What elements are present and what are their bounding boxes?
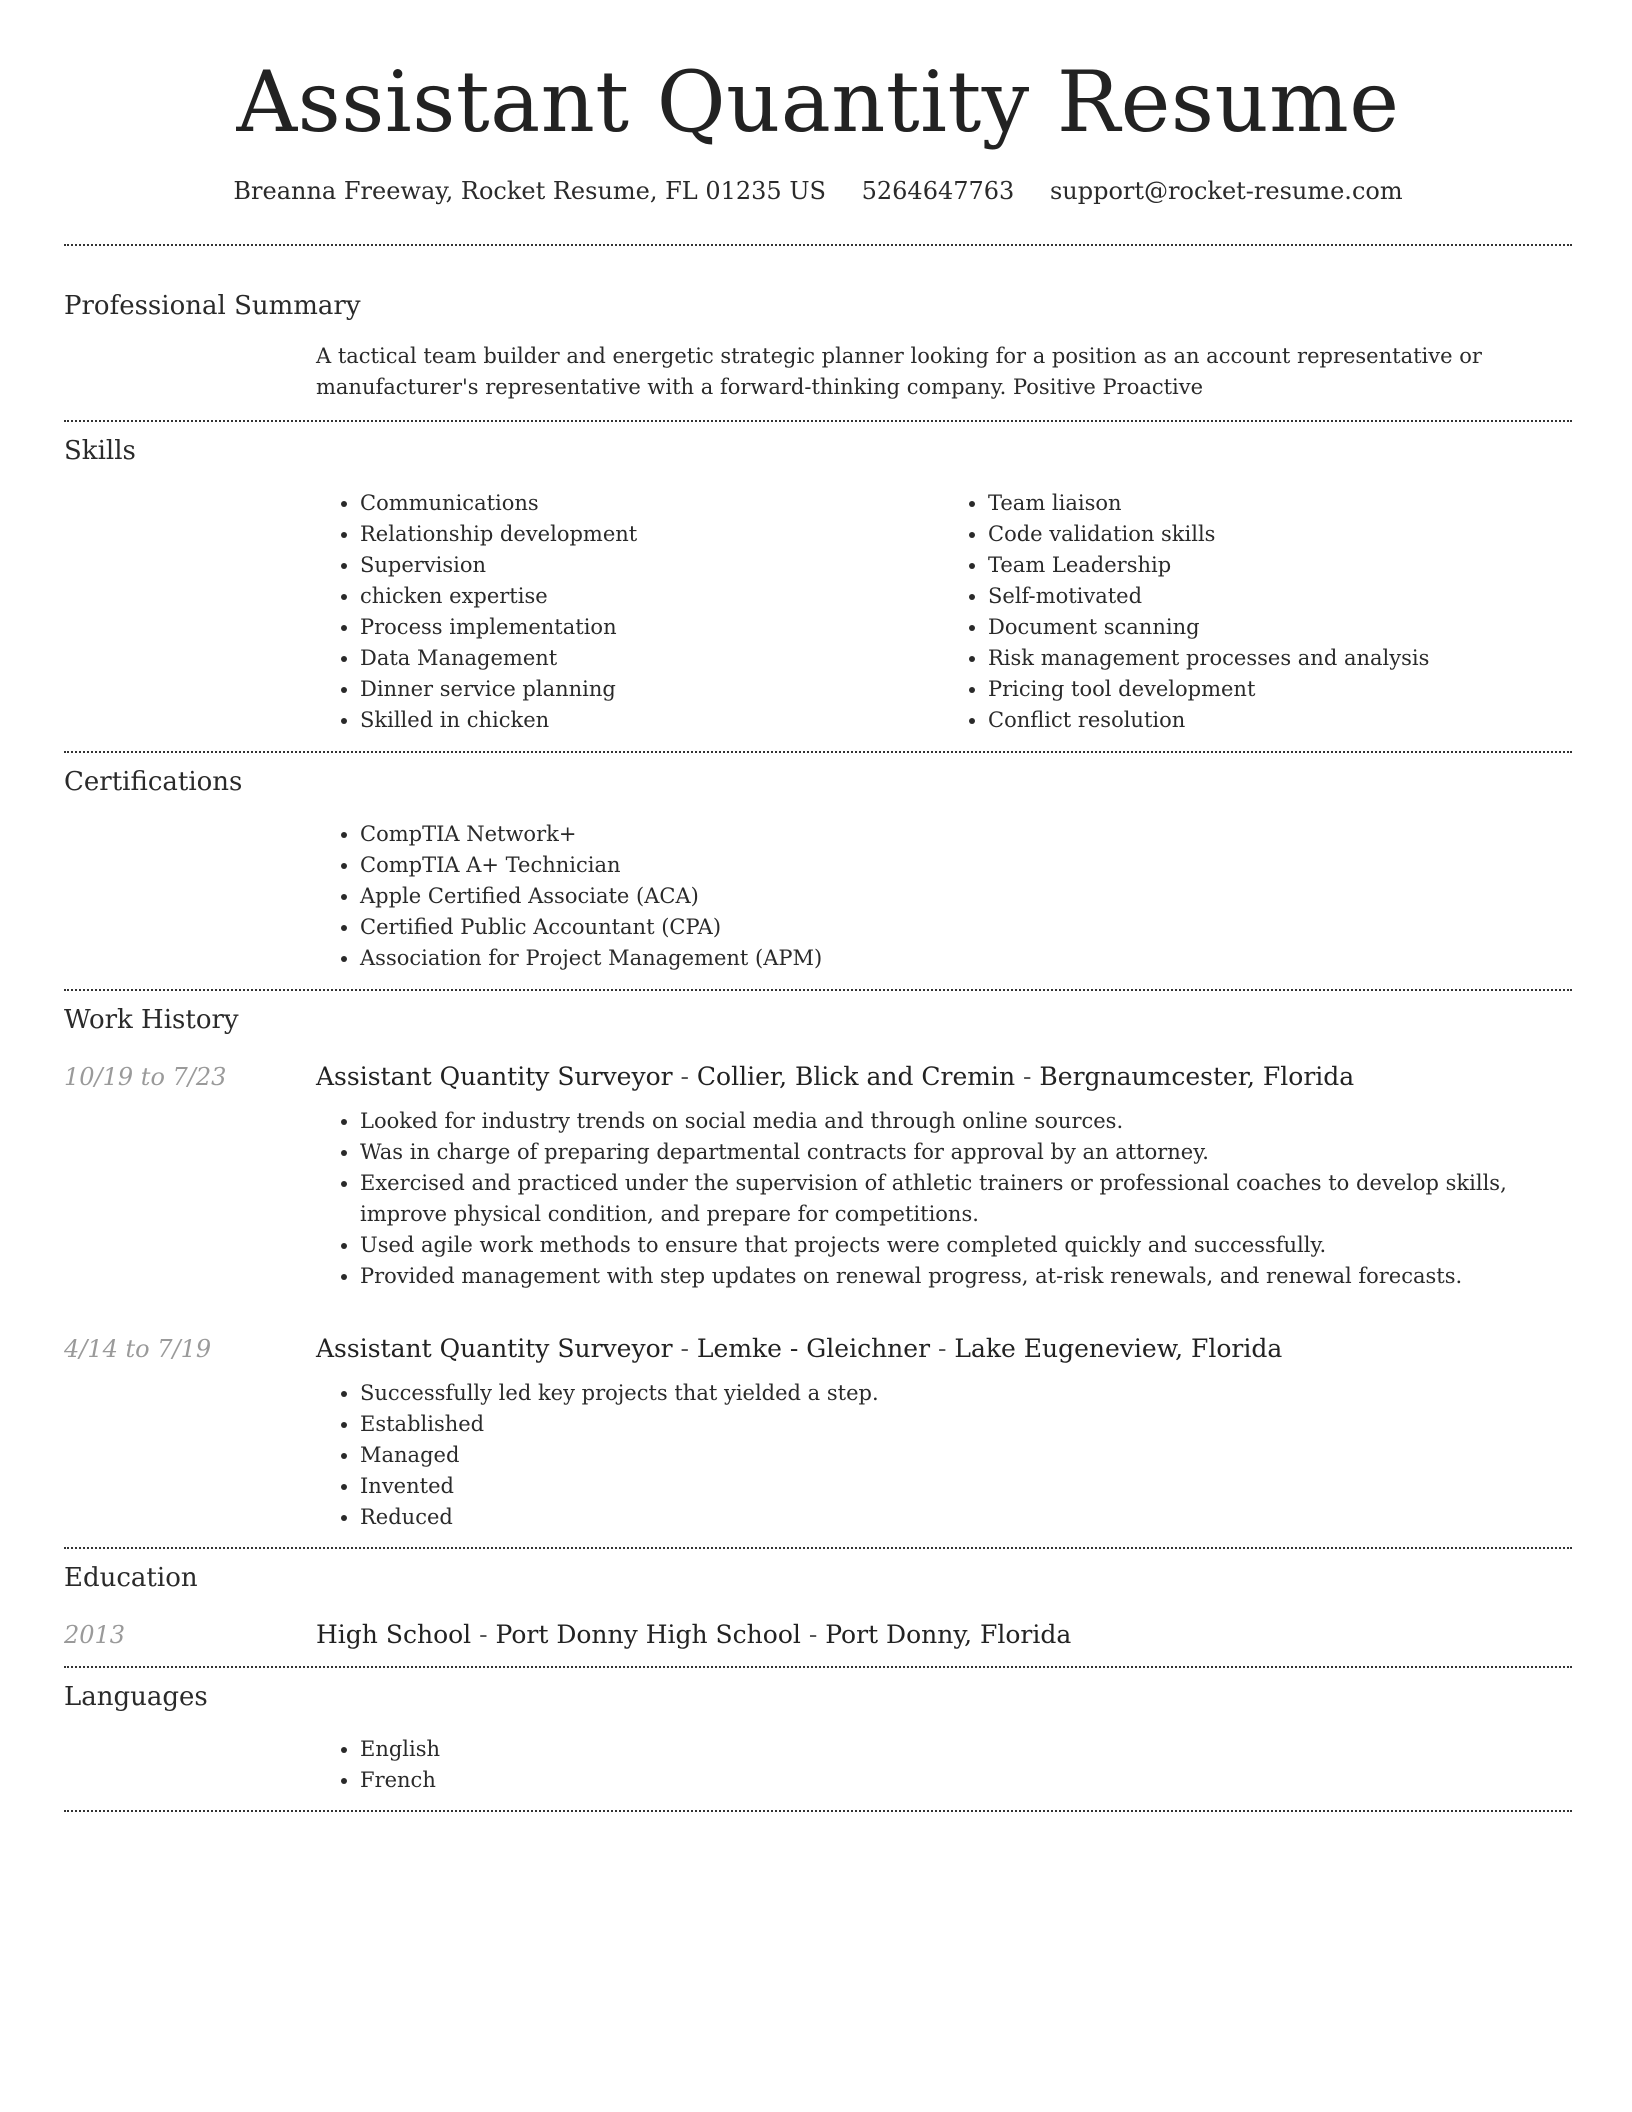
divider	[64, 1666, 1572, 1668]
contact-line	[64, 174, 1572, 208]
skill-item: • Dinner service planning	[360, 674, 944, 705]
skills-list	[316, 488, 1572, 736]
language-item: • English	[360, 1734, 1572, 1765]
skill-item: • Conflict resolution	[988, 705, 1572, 736]
certification-item: • Association for Project Management (APM)	[360, 943, 1572, 974]
job-bullets	[316, 1378, 1572, 1533]
skill-item: • Risk management processes and analysis	[988, 643, 1572, 674]
job-entry	[64, 1060, 1572, 1292]
divider	[64, 751, 1572, 753]
certifications-list	[316, 819, 1572, 974]
job-bullet: • Exercised and practiced under the supervision of athletic trainers or professional coaches to develop skills, improve physical condition, and prepare for competitions.	[360, 1168, 1572, 1230]
divider	[64, 1547, 1572, 1549]
job-dates: 10/19 to 7/23	[64, 1063, 227, 1091]
certifications-section	[64, 765, 1572, 974]
skill-item: • Document scanning	[988, 612, 1572, 643]
skill-item: • Team liaison	[988, 488, 1572, 519]
divider	[64, 244, 1572, 246]
section-title-certifications: Certifications	[64, 767, 243, 797]
job-bullet: • Managed	[360, 1440, 1572, 1471]
education-location: Port Donny, Florida	[825, 1620, 1072, 1649]
job-position: Assistant Quantity Surveyor	[316, 1334, 673, 1363]
skill-item: • Supervision	[360, 550, 944, 581]
skill-item: • Process implementation	[360, 612, 944, 643]
job-bullet: • Successfully led key projects that yielded a step.	[360, 1378, 1572, 1409]
divider	[64, 420, 1572, 422]
section-title-languages: Languages	[64, 1682, 208, 1712]
education-year: 2013	[64, 1621, 126, 1649]
education-school: Port Donny High School	[495, 1620, 801, 1649]
section-title-skills: Skills	[64, 436, 136, 466]
job-bullets	[316, 1106, 1572, 1292]
contact-email: support@rocket-resume.com	[1049, 177, 1403, 205]
certification-item: • CompTIA Network+	[360, 819, 1572, 850]
summary-section	[64, 289, 1572, 403]
skill-item: • Communications	[360, 488, 944, 519]
work-history-section	[64, 1003, 1572, 1533]
job-dates: 4/14 to 7/19	[64, 1335, 212, 1363]
section-title-work-history: Work History	[64, 1005, 239, 1035]
languages-section	[64, 1680, 1572, 1796]
job-bullet: • Looked for industry trends on social media and through online sources.	[360, 1106, 1572, 1137]
section-title-education: Education	[64, 1563, 198, 1593]
skills-section	[64, 434, 1572, 736]
job-company: Collier, Blick and Cremin	[696, 1062, 1016, 1091]
education-heading: High School - Port Donny High School - Port Donny, Florida	[316, 1620, 1072, 1649]
skill-item: • Data Management	[360, 643, 944, 674]
skills-column-right	[944, 488, 1572, 736]
summary-text: A tactical team builder and energetic strategic planner looking for a position as an account representative or manufacturer's representative with a forward-thinking company. Positive Proactive	[316, 344, 1482, 399]
skill-item: • Team Leadership	[988, 550, 1572, 581]
certification-item: • Certified Public Accountant (CPA)	[360, 912, 1572, 943]
job-bullet: • Established	[360, 1409, 1572, 1440]
job-heading: Assistant Quantity Surveyor - Collier, Blick and Cremin - Bergnaumcester, Florida	[316, 1062, 1355, 1091]
job-company: Lemke - Gleichner	[696, 1334, 931, 1363]
section-title-summary: Professional Summary	[64, 291, 361, 321]
skills-column-left	[316, 488, 944, 736]
divider	[64, 989, 1572, 991]
education-entry	[64, 1618, 1572, 1652]
job-heading: Assistant Quantity Surveyor - Lemke - Gleichner - Lake Eugeneview, Florida	[316, 1334, 1283, 1363]
skill-item: • Pricing tool development	[988, 674, 1572, 705]
job-bullet: • Used agile work methods to ensure that projects were completed quickly and successfully.	[360, 1230, 1572, 1261]
skill-item: • chicken expertise	[360, 581, 944, 612]
job-bullet: • Invented	[360, 1471, 1572, 1502]
languages-list	[316, 1734, 1572, 1796]
job-location: Bergnaumcester, Florida	[1039, 1062, 1355, 1091]
education-degree: High School	[316, 1620, 472, 1649]
job-bullet: • Was in charge of preparing departmental contracts for approval by an attorney.	[360, 1137, 1572, 1168]
skill-item: • Skilled in chicken	[360, 705, 944, 736]
resume-title: Assistant Quantity Resume	[236, 53, 1400, 151]
skill-item: • Code validation skills	[988, 519, 1572, 550]
job-bullet: • Reduced	[360, 1502, 1572, 1533]
certification-item: • CompTIA A+ Technician	[360, 850, 1572, 881]
job-location: Lake Eugeneview, Florida	[954, 1334, 1283, 1363]
contact-phone: 5264647763	[861, 177, 1015, 205]
education-section	[64, 1561, 1572, 1652]
job-position: Assistant Quantity Surveyor	[316, 1062, 673, 1091]
divider	[64, 1810, 1572, 1812]
job-entry	[64, 1332, 1572, 1533]
skill-item: • Relationship development	[360, 519, 944, 550]
contact-address: Breanna Freeway, Rocket Resume, FL 01235 US	[233, 177, 826, 205]
certification-item: • Apple Certified Associate (ACA)	[360, 881, 1572, 912]
job-bullet: • Provided management with step updates on renewal progress, at-risk renewals, and renewal forecasts.	[360, 1261, 1572, 1292]
skill-item: • Self-motivated	[988, 581, 1572, 612]
language-item: • French	[360, 1765, 1572, 1796]
resume-page	[64, 0, 1572, 1812]
